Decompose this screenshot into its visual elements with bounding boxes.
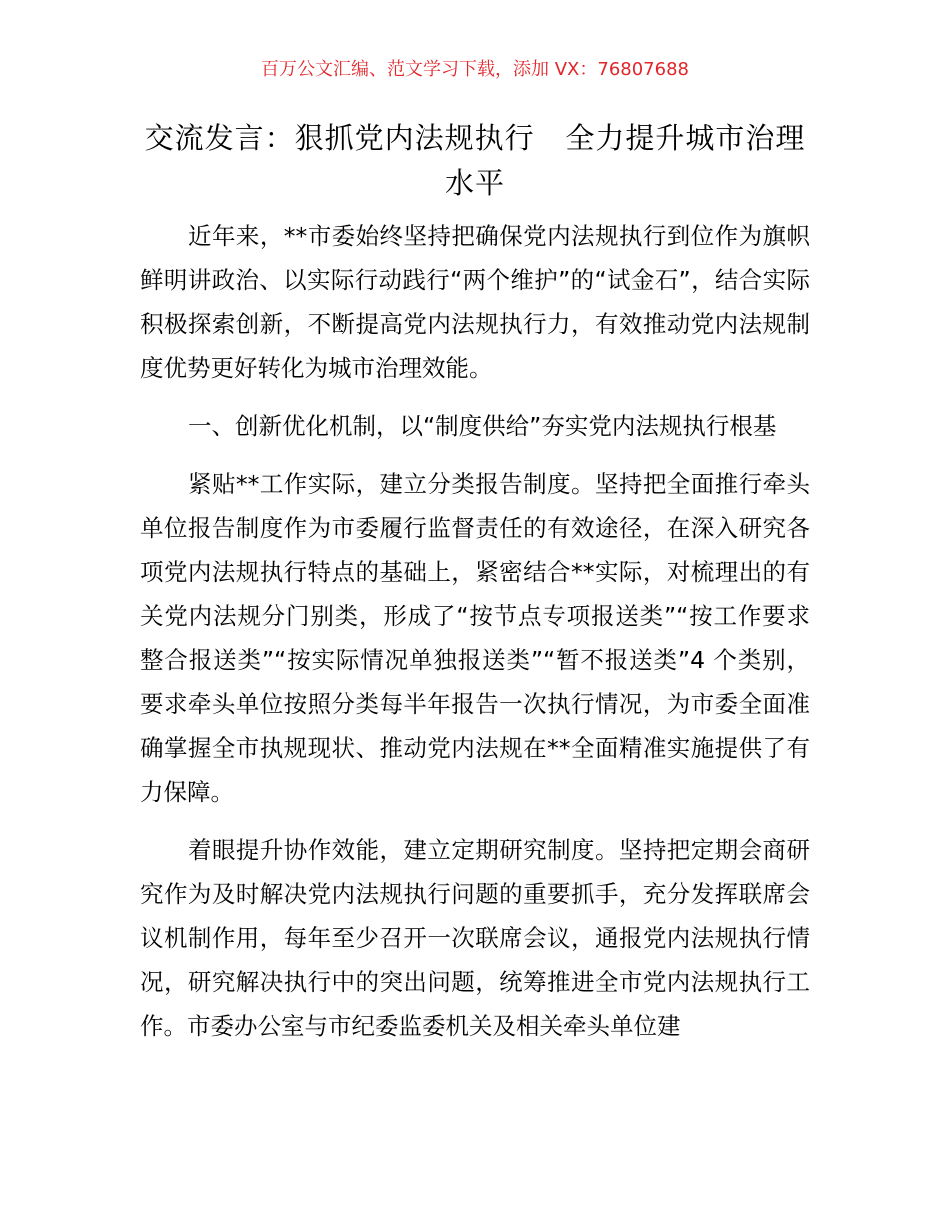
section-heading-1: 一、创新优化机制，以“制度供给”夯实党内法规执行根基 [188, 412, 777, 440]
paragraph-classified-reporting: 紧贴**工作实际，建立分类报告制度。坚持把全面推行牵头单位报告制度作为市委履行监督责任的有效途径，在深入研究各项党内法规执行特点的基础上，紧密结合**实际，对梳理出的有关党内法规分门别类，形成了“按节点专项报送类”“按工作要求整合报送类”“按实际情况单独报送类”“暂不报送类”4 个类别，要求牵头单位按照分类每半年报告一次执行情况，为市委全面准确掌握全市执规现状、推动党内法规在**全面精准实施提供了有力保障。 [140, 470, 810, 806]
watermark-banner: 百万公文汇编、范文学习下载，添加 VX：76807688 [261, 59, 689, 80]
paragraph-regular-research: 着眼提升协作效能，建立定期研究制度。坚持把定期会商研究作为及时解决党内法规执行问题的重要抓手，充分发挥联席会议机制作用，每年至少召开一次联席会议，通报党内法规执行情况，研究解决执行中的突出问题，统筹推进全市党内法规执行工作。市委办公室与市纪委监委机关及相关牵头单位建 [140, 836, 810, 1040]
document-title: 交流发言：狠抓党内法规执行 全力提升城市治理水平 [144, 121, 806, 200]
document-body [140, 214, 810, 1054]
paragraph-intro: 近年来，**市委始终坚持把确保党内法规执行到位作为旗帜鲜明讲政治、以实际行动践行“两个维护”的“试金石”，结合实际积极探索创新，不断提高党内法规执行力，有效推动党内法规制度优势更好转化为城市治理效能。 [140, 222, 810, 382]
